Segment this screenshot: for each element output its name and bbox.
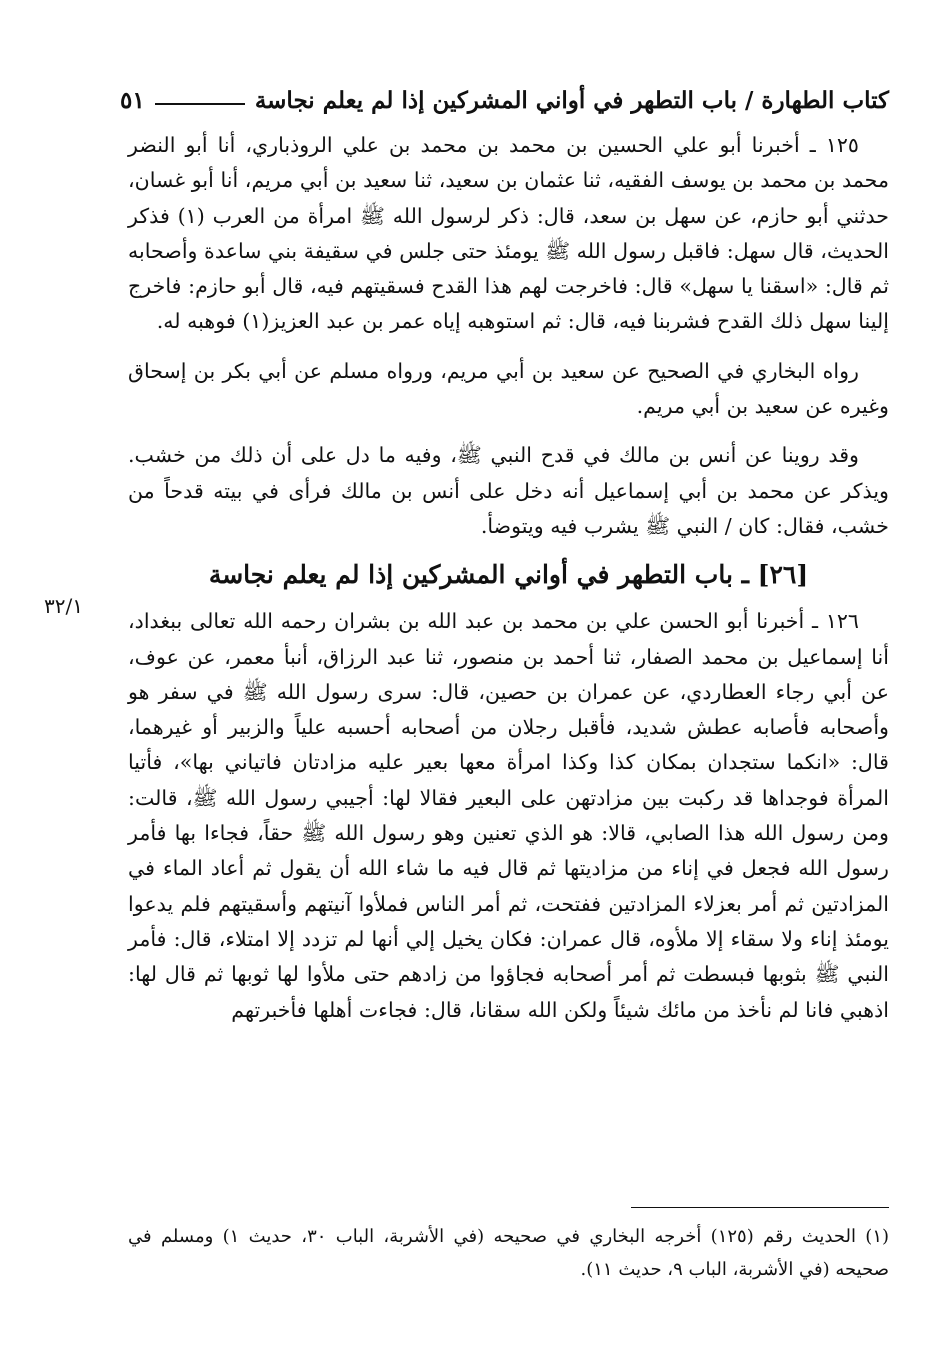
- chapter-heading: [٢٦] ـ باب التطهر في أواني المشركين إذا لم يعلم نجاسة: [208, 560, 809, 590]
- footnotes: [128, 1220, 889, 1286]
- header-rule: [155, 103, 245, 105]
- hadith-125: ١٢٥ ـ أخبرنا أبو علي الحسين بن محمد بن محمد بن علي الروذباري، أنا أبو النضر محمد بن محمد بن يوسف الفقيه، ثنا عثمان بن سعيد، ثنا سعيد بن أبي مريم، أنا أبو غسان، حدثني أبو حازم، عن سهل بن سعد، قال: ذكر لرسول الله ﷺ امرأة من العرب (١) فذكر الحديث، قال سهل: فاقبل رسول الله ﷺ يومئذ حتى جلس في سقيفة بني ساعدة وأصحابه ثم قال: «اسقنا يا سهل» قال: فاخرجت لهم هذا القدح فسقيتهم فيه، قال أبو حازم: فاخرج إلينا سهل ذلك القدح فشربنا فيه، قال: ثم استوهبه إياه عمر بن عبد العزيز(١) فوهبه له.: [128, 133, 889, 334]
- running-header: [120, 74, 889, 114]
- hadith-126: ١٢٦ ـ أخبرنا أبو الحسن علي بن محمد بن عبد الله بن بشران رحمه الله تعالى ببغداد، أنا إسماعيل بن محمد الصفار، ثنا أحمد بن منصور، ثنا عبد الرزاق، أنبأ معمر، عن عوف، عن أبي رجاء العطاردي، عن عمران بن حصين، قال: سرى رسول الله ﷺ في سفر هو وأصحابه فأصابه عطش شديد، فأقبل رجلان من أصحابه أحسبه علياً والزبير أو غيرهما، قال: «انكما ستجدان بمكان كذا وكذا امرأة معها بعير عليه مزادتان فاتياني بها»، فأتيا المرأة فوجداها قد ركبت بين مزادتهن على البعير فقالا لها: أجيبي رسول الله ﷺ، قالت: ومن رسول الله هذا الصابي، قالا: هو الذي تعنين وهو رسول الله ﷺ حقاً، فجاءا بها فأمر رسول الله فجعل في إناء من مزاديتها ثم قال فيه ما شاء الله أن يقول ثم أعاد الماء في المزادتين ثم أمر بعزلاء المزادتين ففتحت، ثم أمر الناس فملأوا آنيتهم وأسقيتهم فلم يدعوا يومئذ إناء ولا سقاء إلا ملأوه، قال عمران: فكان يخيل إلي أنها لم تزدد إلا امتلاء، قال: فأمر النبي ﷺ بثوبها فبسطت ثم أمر أصحابه فجاؤوا من زادهم حتى ملأوا لها ثوبها ثم قال لها: اذهبي فانا لم نأخذ من مائك شيئاً ولكن الله سقانا، قال: فجاءت أهلها فأخبرتهم: [128, 609, 889, 1022]
- margin-reference: ٣٢/١: [44, 594, 83, 618]
- footnote-1: (١) الحديث رقم (١٢٥) أخرجه البخاري في صحيحه (في الأشربة، الباب ٣٠، حديث ١) ومسلم في صحيحه (في الأشربة، الباب ٩، حديث ١١).: [128, 1226, 890, 1280]
- commentary-paragraph-2: وقد روينا عن أنس بن مالك في قدح النبي ﷺ، وفيه ما دل على أن ذلك من خشب. ويذكر عن محمد بن أبي إسماعيل أنه دخل على أنس بن مالك فرأى في بيته قدحاً من خشب، فقال: كان / النبي ﷺ يشرب فيه ويتوضأ.: [128, 443, 889, 538]
- footnote-rule: [631, 1207, 889, 1208]
- main-text: [128, 128, 889, 1028]
- commentary-paragraph: رواه البخاري في الصحيح عن سعيد بن أبي مريم، ورواه مسلم عن أبي بكر بن إسحاق وغيره عن سعيد بن أبي مريم.: [128, 358, 889, 419]
- running-header-title: كتاب الطهارة / باب التطهر في أواني المشركين إذا لم يعلم نجاسة: [254, 87, 889, 114]
- page-number: ٥١: [120, 87, 145, 114]
